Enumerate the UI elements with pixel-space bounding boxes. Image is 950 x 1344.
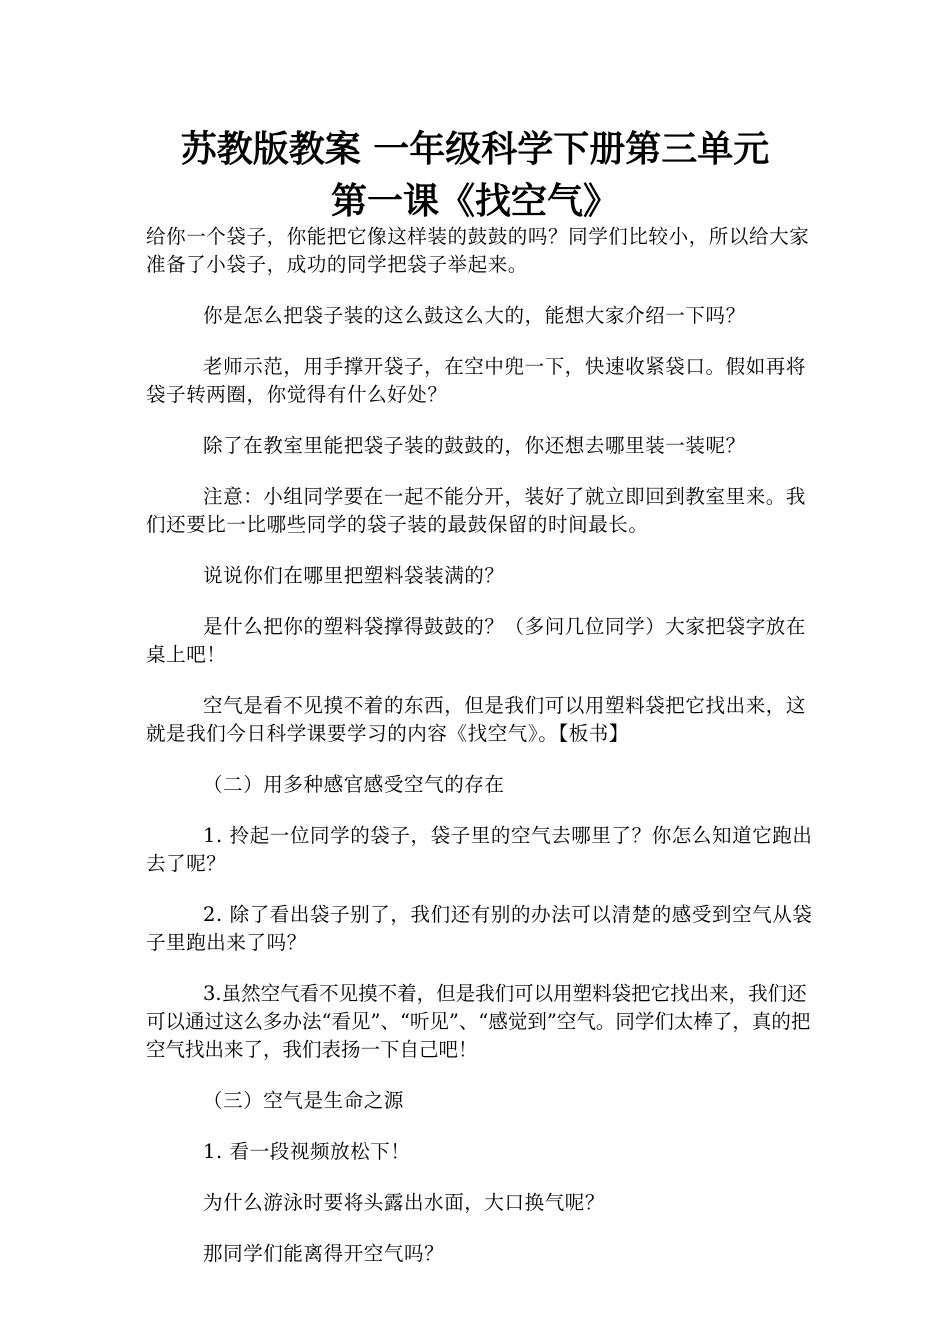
section-heading-3: （三）空气是生命之源	[203, 1089, 405, 1112]
document-title-line-2: 第一课《找空气》	[330, 181, 619, 222]
paragraph-7: 是什么把你的塑料袋撑得鼓鼓的？（多问几位同学）大家把袋字放在桌上吧！	[146, 615, 807, 666]
paragraph-1: 给你一个袋子，你能把它像这样装的鼓鼓的吗？同学们比较小，所以给大家准备了小袋子，成功的同学把袋子举起来。	[146, 225, 810, 276]
paragraph-9: 1. 拎起一位同学的袋子，袋子里的空气去哪里了？你怎么知道它跑出去了呢？	[146, 824, 813, 875]
document-body	[146, 223, 814, 1291]
paragraph-5: 注意：小组同学要在一起不能分开，装好了就立即回到教室里来。我们还要比一比哪些同学的袋子装的最鼓保留的时间最长。	[146, 485, 807, 536]
paragraph-11: 3.虽然空气看不见摸不着，但是我们可以用塑料袋把它找出来，我们还可以通过这么多办法“看见”、“听见”、“感觉到”空气。同学们太棒了，真的把空气找出来了，我们表扬一下自己吧！	[146, 982, 811, 1061]
section-heading-2: （二）用多种感官感受空气的存在	[203, 773, 505, 796]
paragraph-2: 你是怎么把袋子装的这么鼓这么大的，能想大家介绍一下吗？	[203, 304, 746, 327]
paragraph-6: 说说你们在哪里把塑料袋装满的？	[203, 564, 505, 587]
paragraph-8: 空气是看不见摸不着的东西，但是我们可以用塑料袋把它找出来，这就是我们今日科学课要学习的内容《找空气》。【板书】	[146, 694, 807, 745]
paragraph-3: 老师示范，用手撑开袋子，在空中兜一下，快速收紧袋口。假如再将袋子转两圈，你觉得有什么好处？	[146, 355, 807, 406]
paragraph-10: 2. 除了看出袋子别了，我们还有别的办法可以清楚的感受到空气从袋子里跑出来了吗？	[146, 903, 813, 954]
paragraph-13: 为什么游泳时要将头露出水面，大口换气呢？	[203, 1191, 606, 1214]
paragraph-14: 那同学们能离得开空气吗？	[203, 1242, 445, 1265]
paragraph-12: 1. 看一段视频放松下！	[203, 1140, 411, 1163]
document-title-line-1: 苏教版教案 一年级科学下册第三单元	[180, 129, 770, 170]
paragraph-4: 除了在教室里能把袋子装的鼓鼓的，你还想去哪里装一装呢？	[203, 434, 746, 457]
